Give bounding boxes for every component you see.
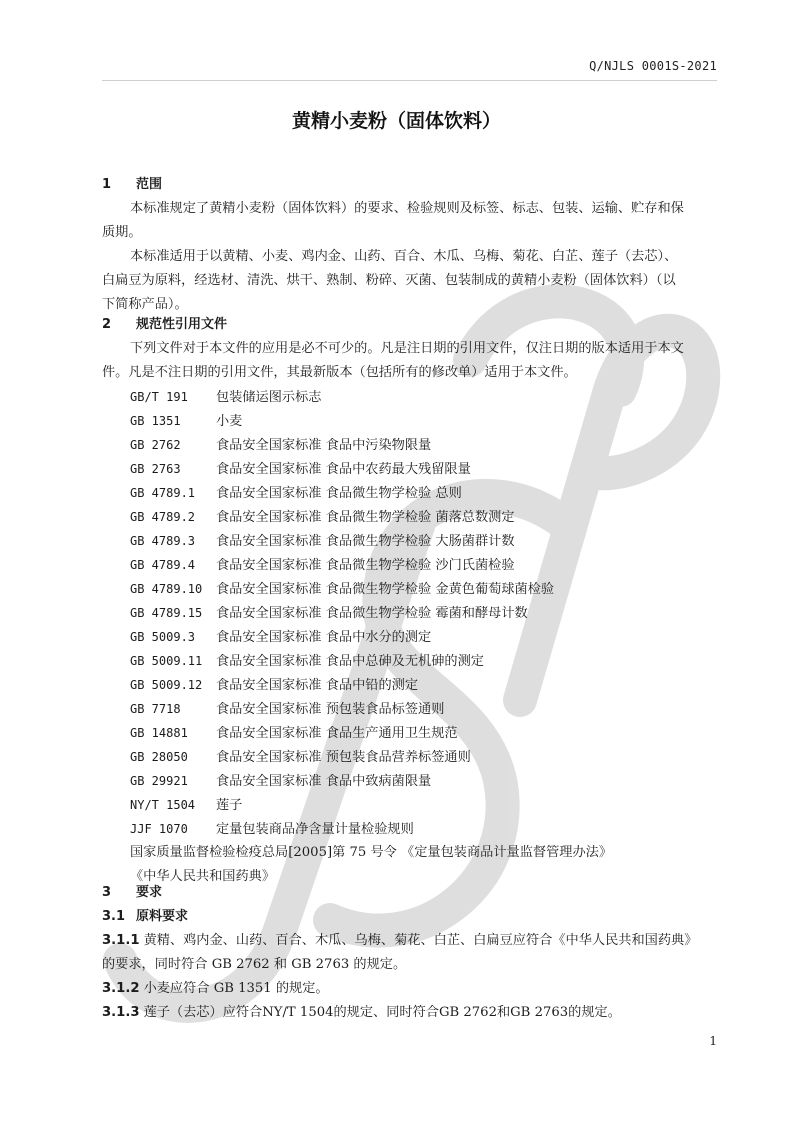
- clause-number: 3.1.2: [102, 981, 140, 996]
- reference-title: 食品安全国家标准 食品中水分的测定: [216, 630, 432, 645]
- reference-code: JJF 1070: [130, 822, 188, 836]
- reference-item: [102, 505, 717, 529]
- header-divider: [102, 80, 717, 81]
- reference-code: GB 2763: [130, 462, 181, 476]
- section-requirements: [102, 881, 717, 1025]
- reference-title: 食品安全国家标准 预包装食品标签通则: [216, 702, 445, 717]
- clause-text: 莲子（去芯）应符合NY/T 1504的规定、同时符合GB 2762和GB 2763的规定。: [143, 1005, 621, 1020]
- clause-line: [102, 977, 717, 1001]
- reference-code: GB 4789.4: [130, 558, 196, 572]
- paragraph-line: 下简称产品）。: [102, 297, 188, 312]
- reference-title: 食品安全国家标准 食品微生物学检验 总则: [216, 486, 462, 501]
- clause-line: [102, 929, 717, 953]
- section-scope: [102, 173, 717, 317]
- paragraph-line: 件。凡是不注日期的引用文件，其最新版本（包括所有的修改单）适用于本文件。: [102, 365, 577, 380]
- reference-list: [102, 385, 717, 841]
- reference-title: 食品安全国家标准 食品中总砷及无机砷的测定: [216, 654, 484, 669]
- paragraph-line: 本标准适用于以黄精、小麦、鸡内金、山药、百合、木瓜、乌梅、菊花、白芷、莲子（去芯）、: [130, 249, 678, 264]
- reference-code: GB 5009.3: [130, 630, 196, 644]
- reference-code: GB 14881: [130, 726, 188, 740]
- paragraph-line: 本标准规定了黄精小麦粉（固体饮料）的要求、检验规则及标签、标志、包装、运输、贮存和保: [130, 201, 684, 216]
- reference-item: [102, 529, 717, 553]
- reference-title: 莲子: [216, 798, 243, 813]
- reference-code: GB/T 191: [130, 390, 188, 404]
- reference-title: 包装储运图示标志: [216, 390, 322, 405]
- reference-title: 食品安全国家标准 食品中铅的测定: [216, 678, 419, 693]
- clause-number: 3.1.1: [102, 933, 140, 948]
- reference-title: 食品安全国家标准 食品微生物学检验 霉菌和酵母计数: [216, 606, 528, 621]
- reference-item: [102, 721, 717, 745]
- section-heading: [102, 313, 717, 337]
- section-title: 范围: [136, 177, 163, 192]
- reference-code: GB 7718: [130, 702, 181, 716]
- reference-code: GB 1351: [130, 414, 181, 428]
- section-heading: [102, 173, 717, 197]
- reference-title: 小麦: [216, 414, 243, 429]
- reference-code: GB 4789.10: [130, 582, 203, 596]
- document-title: 黄精小麦粉（固体饮料）: [291, 110, 501, 132]
- reference-item: [102, 745, 717, 769]
- reference-title: 食品安全国家标准 食品生产通用卫生规范: [216, 726, 458, 741]
- reference-code: GB 4789.2: [130, 510, 196, 524]
- reference-title: 食品安全国家标准 食品微生物学检验 金黄色葡萄球菌检验: [216, 582, 555, 597]
- reference-item: [102, 673, 717, 697]
- reference-item: [102, 793, 717, 817]
- reference-code: GB 2762: [130, 438, 181, 452]
- reference-item: [102, 433, 717, 457]
- reference-item: [102, 625, 717, 649]
- reference-code: GB 29921: [130, 774, 188, 788]
- page-number: 1: [709, 1034, 717, 1048]
- reference-title: 食品安全国家标准 食品中农药最大残留限量: [216, 462, 471, 477]
- subsection-title: 原料要求: [136, 909, 189, 924]
- reference-item: [102, 385, 717, 409]
- standard-code: Q/NJLS 0001S-2021: [589, 59, 717, 73]
- clause-number: 3.1.3: [102, 1005, 140, 1020]
- reference-code: GB 4789.3: [130, 534, 196, 548]
- reference-title: 食品安全国家标准 食品微生物学检验 大肠菌群计数: [216, 534, 515, 549]
- section-number: 1: [102, 177, 112, 192]
- section-title: 要求: [136, 885, 163, 900]
- reference-title: 食品安全国家标准 预包装食品营养标签通则: [216, 750, 471, 765]
- reference-code: GB 5009.12: [130, 678, 203, 692]
- clause-continuation: 的要求，同时符合 GB 2762 和 GB 2763 的规定。: [102, 957, 407, 972]
- reference-item: [102, 481, 717, 505]
- reference-extra: 国家质量监督检验检疫总局[2005]第 75 号令 《定量包装商品计量监督管理办法》: [130, 845, 613, 860]
- clause-text: 小麦应符合 GB 1351 的规定。: [143, 981, 329, 996]
- reference-item: [102, 553, 717, 577]
- clause-line: [102, 1001, 717, 1025]
- subsection-heading: [102, 905, 717, 929]
- reference-item: [102, 409, 717, 433]
- reference-item: [102, 457, 717, 481]
- reference-title: 定量包装商品净含量计量检验规则: [216, 822, 414, 837]
- reference-item: [102, 817, 717, 841]
- subsection-number: 3.1: [102, 909, 126, 924]
- section-normative-references: [102, 313, 717, 889]
- section-number: 3: [102, 885, 112, 900]
- section-title: 规范性引用文件: [136, 317, 228, 332]
- reference-item: [102, 697, 717, 721]
- reference-title: 食品安全国家标准 食品中污染物限量: [216, 438, 432, 453]
- reference-code: GB 28050: [130, 750, 188, 764]
- reference-item: [102, 769, 717, 793]
- paragraph-line: 质期。: [102, 225, 142, 240]
- section-heading: [102, 881, 717, 905]
- reference-code: GB 4789.1: [130, 486, 196, 500]
- reference-extra: 《中华人民共和国药典》: [130, 869, 276, 884]
- reference-title: 食品安全国家标准 食品微生物学检验 菌落总数测定: [216, 510, 515, 525]
- section-number: 2: [102, 317, 112, 332]
- reference-code: GB 5009.11: [130, 654, 203, 668]
- reference-item: [102, 601, 717, 625]
- paragraph-line: 白扁豆为原料，经选材、清洗、烘干、熟制、粉碎、灭菌、包装制成的黄精小麦粉（固体饮料）（以: [102, 273, 676, 288]
- clause-text: 黄精、鸡内金、山药、百合、木瓜、乌梅、菊花、白芷、白扁豆应符合《中华人民共和国药典》: [143, 933, 698, 948]
- reference-code: NY/T 1504: [130, 798, 196, 812]
- reference-item: [102, 649, 717, 673]
- paragraph-line: 下列文件对于本文件的应用是必不可少的。凡是注日期的引用文件，仅注日期的版本适用于本文: [130, 341, 684, 356]
- reference-title: 食品安全国家标准 食品中致病菌限量: [216, 774, 432, 789]
- reference-title: 食品安全国家标准 食品微生物学检验 沙门氏菌检验: [216, 558, 515, 573]
- reference-item: [102, 577, 717, 601]
- reference-code: GB 4789.15: [130, 606, 203, 620]
